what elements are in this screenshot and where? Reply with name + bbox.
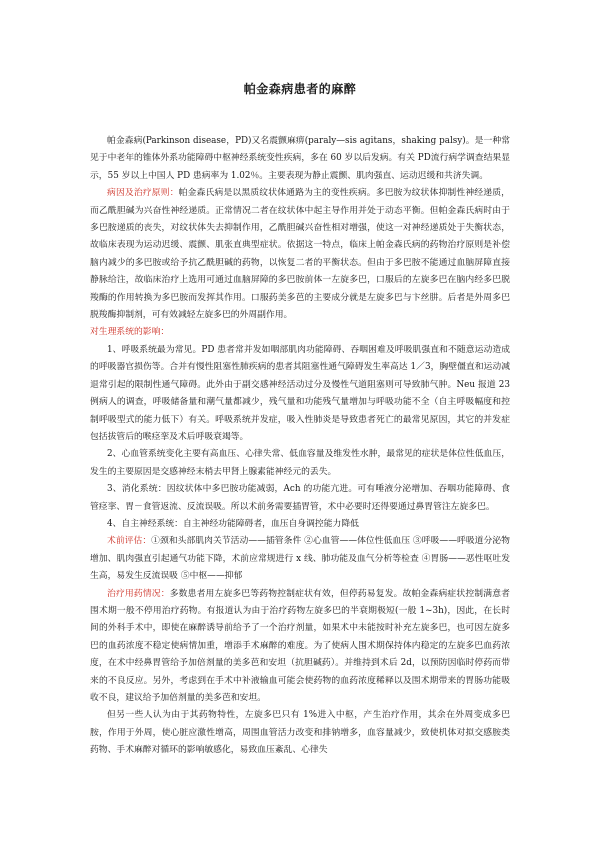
physio-heading — [90, 324, 510, 341]
drug-label: 治疗用药情况： — [107, 588, 170, 599]
autonomic-paragraph: 4、自主神经系统：自主神经功能障碍者，血压自身调控能力降低 — [107, 518, 359, 529]
cause-paragraph — [90, 185, 510, 324]
preop-paragraph — [90, 533, 510, 585]
preop-label: 术前评估： — [107, 536, 152, 547]
cause-label: 病因及治疗原则： — [107, 188, 179, 199]
drug-text: 多数患者用左旋多巴等药物控制症状有效，但停药易复发。故帕金森病症状控制满意者围术期一般不停用治疗药物。有报道认为由于治疗药物左旋多巴的半衰期极短(一般 1~3h)，因此，在长时间的外科手术中，即使在麻醉诱导前给予了一个治疗剂量，如果术中未能按时补充左旋多巴，也可因左旋多巴的血药浓度不稳定使病情加重，增添手术麻醉的难度。为了使病人围术期保持体内稳定的左旋多巴血药浓度，在术中经鼻胃管给予加倍剂量的美多芭和安坦（抗胆碱药）。并维持到术后 2d，以预防因临时停药而带来的不良反应。另外，考虑到在手术中补液输血可能会使药物的血药浓度稀释以及围术期带来的胃肠功能吸收不良，建议给予加倍剂量的美多芭和安坦。 — [90, 588, 510, 703]
cause-text: 帕金森氏病是以黑质纹状体通路为主的变性疾病。多巴胺为纹状体抑制性神经递质，而乙酰胆碱为兴奋性神经递质。正常情况二者在纹状体中起主导作用并处于动态平衡。但帕金森氏病时由于多巴胺递质的丧失，对纹状体失去抑制作用，乙酰胆碱兴奋性相对增强，使这一对神经递质处于失衡状态，故临床表现为运动迟缓、震颤、肌张直典型症状。依据这一特点，临床上帕金森氏病的药物治疗原则是补偿脑内减少的多巴胺或给予抗乙酰胆碱的药物，以恢复二者的平衡状态。但由于多巴胺不能通过血脑屏障直接静脉给注，故临床治疗上选用可通过血脑屏障的多巴胺前体一左旋多巴，口服后的左旋多巴在脑内经多巴脱羧酶的作用转换为多巴胺而发挥其作用。口服药美多芭的主要成分就是左旋多巴与卞丝肼。后者是外周多巴脱羧酶抑制剂，可有效减轻左旋多巴的外周副作用。 — [90, 188, 510, 321]
drug-paragraph — [90, 586, 510, 708]
final-paragraph: 但另一些人认为由于其药物特性，左旋多巴只有 1%进入中枢，产生治疗作用，其余在外周变成多巴胺，作用于外周，使心脏应激性增高，周围血管活力改变和排钠增多，血容量减少，致使机体对拟交感胺类药物、手术麻醉对循环的影响敏感化，易致血压紊乱、心律失 — [90, 710, 510, 756]
digestive-paragraph: 3、消化系统：因纹状体中多巴胺功能减弱，Ach 的功能亢进。可有唾液分泌增加、吞咽功能障碍、食管痉挛、胃－食管返流、反流误吸。所以术前务需要插胃管，术中必要时还得要通过鼻胃管注左旋多巴。 — [90, 484, 510, 512]
preop-text: ①颈和头部肌肉关节活动——插管条件 ②心血管——体位性低血压 ③呼吸——呼吸道分泌物增加、肌肉强直引起通气功能下降，术前应常规进行 x 线、肺功能及血气分析等检查 ④胃肠——恶性呕吐发生高，易发生反流误吸 ⑤中枢——抑郁 — [90, 536, 510, 582]
respiratory-paragraph: 1、呼吸系统最为常见。PD 患者常并发如咽部肌肉功能障碍、吞咽困难及呼吸肌强直和不随意运动造成的呼吸器官损伤等。合并有慢性阻塞性肺疾病的患者其阻塞性通气障碍发生率高达 1／3，胸壁僵直和运动减退常引起的限制性通气障碍。此外由于副交感神经活动过分及慢性气道阻塞则可导致肺气肿。Neu 报道 23 例病人的调查，呼吸储备量和潮气量都减少，残气量和功能残气量增加与呼吸功能不全（自主呼吸幅度和控制呼吸型式的能力低下）有关。呼吸系统并发症，吸入性肺炎是导致患者死亡的最常见原因，其它的并发症包括拔管后的喉痉挛及术后呼吸衰竭等。 — [90, 344, 510, 442]
cardiovascular-paragraph: 2、心血管系统变化主要有高血压、心律失常、低血容量及维发性水肿，最常见的症状是体位性低血压，发生的主要原因是交感神经末梢去甲肾上腺素能神经元的丢失。 — [90, 449, 510, 477]
document-title: 帕金森病患者的麻醉 — [243, 82, 357, 96]
intro-paragraph: 帕金森病(Parkinson disease，PD)又名震颤麻痹(paraly—sis agitans，shaking palsy)。是一种常见于中老年的锥体外系功能障碍中枢神经系统变性疾病，多在 60 岁以后发病。有关 PD流行病学调查结果显示，55 岁以上中国人 PD 患病率为 1.02％。主要表现为静止震颤、肌肉强直、运动迟缓和共济失调。 — [90, 136, 510, 181]
physio-label: 对生理系统的影响： — [90, 327, 170, 338]
